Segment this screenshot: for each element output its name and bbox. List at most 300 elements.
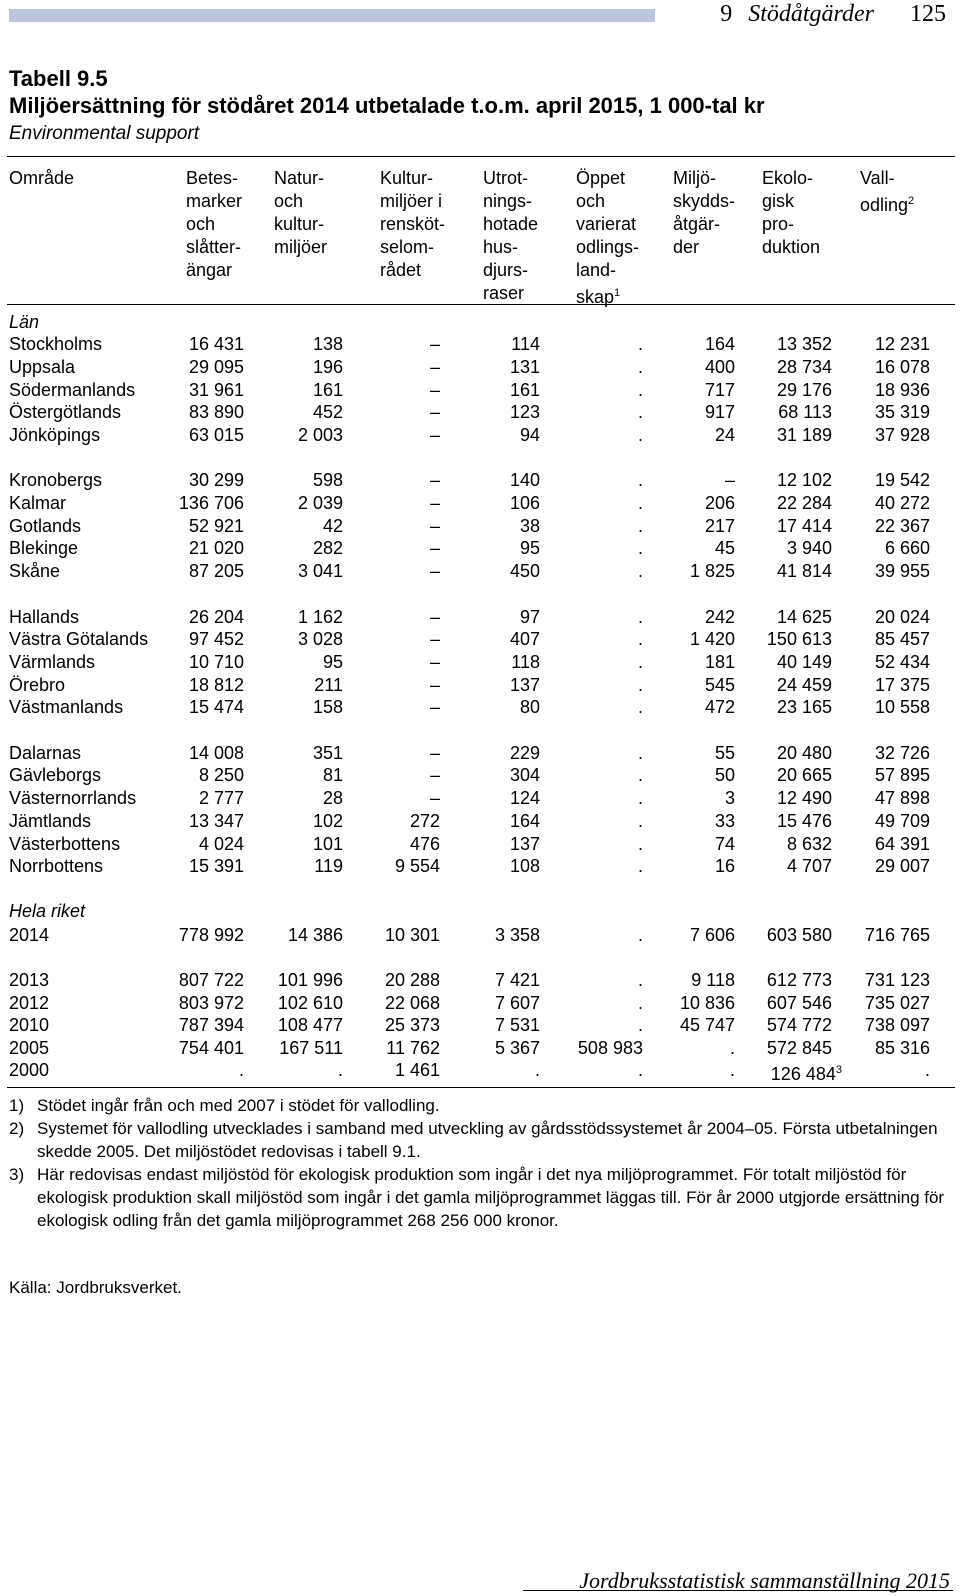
table-cell: 97	[519, 607, 540, 627]
row-label: Värmlands	[9, 652, 96, 672]
footnote-marker: 2	[908, 195, 915, 207]
table-cell: 47 898	[874, 788, 930, 808]
column-header-line: gisk	[762, 191, 795, 211]
table-cell: –	[429, 788, 440, 808]
table-cell: 10 836	[679, 993, 735, 1013]
column-header-line: Ekolo-	[762, 168, 814, 188]
table-cell: 15 474	[188, 697, 244, 717]
table-cell: –	[429, 402, 440, 422]
table-cell: –	[429, 561, 440, 581]
table-cell: .	[637, 516, 643, 536]
table-cell: 137	[509, 834, 540, 854]
table-cell: 716 765	[864, 925, 930, 945]
table-cell: 400	[704, 357, 735, 377]
footnote-marker: 3	[835, 1064, 842, 1076]
table-cell: –	[429, 493, 440, 513]
table-cell: 22 068	[384, 993, 440, 1013]
table-cell: 29 176	[776, 380, 832, 400]
table-cell: .	[637, 925, 643, 945]
table-cell: .	[637, 788, 643, 808]
table-cell: 450	[509, 561, 540, 581]
table-cell: .	[637, 607, 643, 627]
footnote-number: 2)	[9, 1119, 25, 1138]
footer-publication-title: Jordbruksstatistisk sammanställning 2015	[579, 1568, 950, 1593]
column-header-line: rådet	[380, 260, 422, 280]
table-cell: .	[637, 856, 643, 876]
table-cell: –	[429, 538, 440, 558]
row-label: Kronobergs	[9, 470, 103, 490]
table-cell: 7 531	[494, 1015, 540, 1035]
column-header-2	[274, 167, 327, 259]
column-header-line: miljöer i	[380, 191, 443, 211]
column-header-line: miljöer	[274, 237, 328, 257]
column-header-6	[673, 167, 735, 259]
chapter-title: Stödåtgärder	[748, 1, 874, 27]
table-row	[0, 787, 960, 810]
table-cell: .	[637, 765, 643, 785]
table-cell: 12 490	[776, 788, 832, 808]
table-cell: 150 613	[766, 629, 832, 649]
column-header-line: der	[673, 237, 700, 257]
column-header-line: duktion	[762, 237, 821, 257]
column-header-line: Vall-	[860, 168, 895, 188]
row-label: Gotlands	[9, 516, 82, 536]
table-cell: 167 511	[279, 1038, 343, 1058]
table-cell: 3 940	[786, 538, 832, 558]
table-cell: 211	[314, 675, 343, 695]
table-row	[0, 606, 960, 629]
column-header-line: nings-	[483, 191, 533, 211]
table-cell: 20 288	[384, 970, 440, 990]
row-label: Västra Götalands	[9, 629, 149, 649]
table-row	[0, 379, 960, 402]
table-cell: 15 476	[776, 811, 832, 831]
table-cell: 508 983	[577, 1038, 643, 1058]
table-cell: 26 204	[188, 607, 244, 627]
table-cell: 3	[724, 788, 735, 808]
table-cell: 13 347	[188, 811, 244, 831]
table-cell: 206	[704, 493, 735, 513]
table-cell: –	[724, 470, 735, 490]
table-cell: 18 812	[188, 675, 244, 695]
page-number: 125	[910, 1, 946, 27]
table-cell: –	[429, 629, 440, 649]
table-cell: 85 316	[874, 1038, 930, 1058]
table-cell: 108	[509, 856, 540, 876]
table-cell: 5 367	[494, 1038, 540, 1058]
column-header-line: åtgär-	[673, 214, 721, 234]
row-label: 2000	[9, 1060, 50, 1080]
table-cell: 3 028	[297, 629, 343, 649]
table-cell: 85 457	[874, 629, 930, 649]
table-cell: 164	[704, 334, 735, 354]
table-cell: 29 007	[874, 856, 930, 876]
table-cell: 738 097	[864, 1015, 930, 1035]
table-row	[0, 992, 960, 1015]
table-cell: 158	[312, 697, 343, 717]
table-cell: 19 542	[874, 470, 930, 490]
table-cell: 22 367	[874, 516, 930, 536]
table-cell: 52 921	[188, 516, 244, 536]
table-cell: .	[637, 629, 643, 649]
table-row	[0, 1037, 960, 1060]
table-cell: –	[429, 516, 440, 536]
table-cell: 1 825	[689, 561, 735, 581]
table-cell: –	[429, 425, 440, 445]
table-cell: 12 102	[776, 470, 832, 490]
column-header-line: rensköt-	[380, 214, 446, 234]
table-cell: .	[534, 1060, 540, 1080]
table-cell: 23 165	[776, 697, 832, 717]
table-cell: 735 027	[864, 993, 930, 1013]
column-header-0	[9, 167, 74, 190]
column-header-3	[380, 167, 445, 282]
table-cell: 917	[704, 402, 735, 422]
column-header-line: djurs-	[483, 260, 529, 280]
table-cell: 20 024	[874, 607, 930, 627]
table-cell: .	[729, 1060, 735, 1080]
table-cell: 472	[704, 697, 735, 717]
column-header-line: hus-	[483, 237, 519, 257]
table-cell: 16 078	[874, 357, 930, 377]
table-cell: 68 113	[778, 402, 832, 422]
table-cell: 102 610	[277, 993, 343, 1013]
table-cell: 20 665	[776, 765, 832, 785]
table-cell: 95	[519, 538, 540, 558]
table-cell: 2 777	[198, 788, 244, 808]
table-row	[0, 333, 960, 356]
table-cell: 45 747	[679, 1015, 735, 1035]
column-header-line: raser	[483, 283, 525, 303]
table-cell: 803 972	[178, 993, 244, 1013]
table-row	[0, 356, 960, 379]
row-label: Stockholms	[9, 334, 103, 354]
table-cell: 2 003	[297, 425, 343, 445]
table-cell: 39 955	[874, 561, 930, 581]
chapter-number: 9	[720, 1, 733, 27]
footer-rule	[523, 1590, 953, 1591]
section-label-lan: Län	[9, 312, 40, 332]
table-cell: 52 434	[874, 652, 930, 672]
table-cell: 7 421	[494, 970, 540, 990]
table-cell: –	[429, 357, 440, 377]
column-header-line: Område	[9, 168, 75, 188]
table-cell: 196	[312, 357, 343, 377]
column-header-line: och	[274, 191, 304, 211]
column-header-4	[483, 167, 538, 305]
row-label: 2013	[9, 970, 50, 990]
column-header-text: odling	[860, 195, 909, 215]
column-header-line	[860, 190, 914, 217]
table-cell: 9 118	[691, 970, 735, 990]
table-cell: 45	[714, 538, 735, 558]
column-header-line: kultur-	[274, 214, 325, 234]
table-row	[0, 742, 960, 765]
row-label: Norrbottens	[9, 856, 104, 876]
row-label: Kalmar	[9, 493, 67, 513]
table-cell: 10 301	[384, 925, 440, 945]
table-cell: 16 431	[188, 334, 244, 354]
column-header-line: ängar	[186, 260, 233, 280]
table-cell: .	[637, 811, 643, 831]
table-cell: 4 707	[786, 856, 832, 876]
table-cell: 12 231	[874, 334, 930, 354]
table-row	[0, 492, 960, 515]
table-cell: –	[429, 470, 440, 490]
column-header-line: Miljö-	[673, 168, 716, 188]
table-row	[0, 469, 960, 492]
table-cell: –	[429, 334, 440, 354]
table-cell: 272	[409, 811, 440, 831]
table-cell: .	[637, 470, 643, 490]
column-header-line: Kultur-	[380, 168, 434, 188]
table-cell: .	[637, 380, 643, 400]
table-cell: –	[429, 652, 440, 672]
table-cell: .	[729, 1038, 735, 1058]
table-cell: 37 928	[874, 425, 930, 445]
table-cell: 94	[519, 425, 540, 445]
table-cell: 123	[509, 402, 540, 422]
table-cell: 17 375	[874, 675, 930, 695]
column-header-1	[186, 167, 242, 282]
row-label: 2014	[9, 925, 50, 945]
table-cell: 8 250	[198, 765, 244, 785]
table-cell: .	[637, 425, 643, 445]
table-row	[0, 651, 960, 674]
table-cell: 11 762	[386, 1038, 440, 1058]
table-row	[0, 537, 960, 560]
table-cell: 30 299	[188, 470, 244, 490]
table-cell: 136 706	[178, 493, 244, 513]
table-cell: 41 814	[776, 561, 832, 581]
footnote-marker: 1	[614, 287, 621, 299]
column-header-line: land-	[576, 260, 617, 280]
column-header-line: pro-	[762, 214, 795, 234]
table-row	[0, 628, 960, 651]
table-cell: 242	[704, 607, 735, 627]
table-cell: .	[337, 1060, 343, 1080]
table-cell: 3 358	[494, 925, 540, 945]
table-cell: 57 895	[874, 765, 930, 785]
footnote-number: 1)	[9, 1096, 25, 1115]
table-cell: 114	[511, 334, 540, 354]
table-row	[0, 1059, 960, 1082]
cell-value: 126 484	[770, 1064, 836, 1084]
table-cell: 545	[704, 675, 735, 695]
row-label: Västerbottens	[9, 834, 121, 854]
table-cell: 3 041	[297, 561, 343, 581]
column-header-line: skydds-	[673, 191, 736, 211]
column-header-text: skap	[576, 287, 615, 307]
table-cell: 14 386	[287, 925, 343, 945]
table-cell: 124	[509, 788, 540, 808]
table-cell: 16	[714, 856, 735, 876]
table-title: Miljöersättning för stödåret 2014 utbetalade t.o.m. april 2015, 1 000-tal kr	[9, 93, 765, 118]
table-cell: 161	[312, 380, 343, 400]
table-cell: .	[637, 334, 643, 354]
table-cell: 80	[519, 697, 540, 717]
row-label: Västmanlands	[9, 697, 124, 717]
table-cell: .	[637, 743, 643, 763]
table-cell: 603 580	[766, 925, 832, 945]
column-header-7	[762, 167, 820, 259]
table-cell: 807 722	[178, 970, 244, 990]
column-header-line: marker	[186, 191, 243, 211]
footnote-number: 3)	[9, 1165, 25, 1184]
table-cell: 102	[312, 811, 343, 831]
row-label: Blekinge	[9, 538, 79, 558]
table-cell: 282	[312, 538, 343, 558]
table-row	[0, 764, 960, 787]
row-label: Dalarnas	[9, 743, 82, 763]
row-label: Jönköpings	[9, 425, 101, 445]
table-cell: 164	[509, 811, 540, 831]
table-cell: 63 015	[188, 425, 244, 445]
table-cell: .	[637, 652, 643, 672]
table-cell: .	[637, 357, 643, 377]
table-cell: 574 772	[766, 1015, 832, 1035]
table-cell: 32 726	[874, 743, 930, 763]
header-bar	[9, 9, 655, 22]
table-cell: 7 607	[494, 993, 540, 1013]
table-cell: 9 554	[394, 856, 440, 876]
table-cell: 29 095	[188, 357, 244, 377]
table-cell: –	[429, 380, 440, 400]
table-cell: 64 391	[874, 834, 930, 854]
table-cell: 598	[312, 470, 343, 490]
table-cell: 106	[509, 493, 540, 513]
table-cell: 40 149	[776, 652, 832, 672]
table-cell: 74	[714, 834, 735, 854]
table-cell: 28	[322, 788, 343, 808]
table-cell: .	[637, 834, 643, 854]
table-cell: 87 205	[188, 561, 244, 581]
table-cell: 754 401	[178, 1038, 244, 1058]
table-row	[0, 855, 960, 878]
table-cell: 607 546	[766, 993, 832, 1013]
table-cell: 118	[511, 652, 540, 672]
table-cell: .	[637, 493, 643, 513]
table-cell: 476	[409, 834, 440, 854]
table-cell: 119	[314, 856, 343, 876]
row-label: Örebro	[9, 675, 66, 695]
row-label: Västernorrlands	[9, 788, 137, 808]
column-header-line: Utrot-	[483, 168, 528, 188]
table-row	[0, 560, 960, 583]
table-number: Tabell 9.5	[9, 66, 108, 91]
section-label-hela-riket: Hela riket	[9, 901, 86, 921]
table-cell: .	[637, 675, 643, 695]
table-cell: 101	[312, 834, 343, 854]
table-cell	[771, 1059, 842, 1086]
table-cell: .	[637, 538, 643, 558]
table-cell: .	[924, 1060, 930, 1080]
table-cell: 95	[322, 652, 343, 672]
table-cell: 229	[509, 743, 540, 763]
table-row	[0, 969, 960, 992]
row-label: Gävleborgs	[9, 765, 102, 785]
table-top-rule	[7, 156, 955, 157]
column-header-line: Öppet	[576, 168, 626, 188]
table-cell: 1 162	[297, 607, 343, 627]
row-label: Skåne	[9, 561, 61, 581]
table-cell: –	[429, 675, 440, 695]
column-header-line: hotade	[483, 214, 539, 234]
table-cell: 83 890	[188, 402, 244, 422]
row-label: Uppsala	[9, 357, 76, 377]
table-cell: 18 936	[874, 380, 930, 400]
column-header-line: slåtter-	[186, 237, 242, 257]
table-cell: 24 459	[776, 675, 832, 695]
column-header-5	[576, 167, 639, 309]
table-cell: 81	[322, 765, 343, 785]
table-cell: 612 773	[766, 970, 832, 990]
table-cell: 778 992	[178, 925, 244, 945]
row-label: 2012	[9, 993, 50, 1013]
table-subtitle: Environmental support	[9, 123, 200, 144]
table-cell: 181	[704, 652, 735, 672]
table-cell: 787 394	[178, 1015, 244, 1035]
row-label: 2010	[9, 1015, 50, 1035]
table-cell: .	[637, 993, 643, 1013]
table-cell: 351	[312, 743, 343, 763]
column-header-line: Natur-	[274, 168, 325, 188]
table-cell: 24	[714, 425, 735, 445]
table-cell: .	[637, 970, 643, 990]
table-cell: 28 734	[776, 357, 832, 377]
source-note: Källa: Jordbruksverket.	[9, 1278, 182, 1297]
table-cell: 15 391	[188, 856, 244, 876]
table-cell: 14 625	[776, 607, 832, 627]
table-cell: 717	[704, 380, 735, 400]
table-cell: 10 558	[874, 697, 930, 717]
row-label: Jämtlands	[9, 811, 92, 831]
table-cell: 97 452	[188, 629, 244, 649]
table-cell: 49 709	[874, 811, 930, 831]
table-row	[0, 1014, 960, 1037]
column-header-8	[860, 167, 914, 217]
running-header	[720, 1, 946, 28]
table-cell: 33	[714, 811, 735, 831]
footnote-text: Stödet ingår från och med 2007 i stödet för vallodling.	[37, 1096, 440, 1115]
table-cell: 55	[714, 743, 735, 763]
table-cell: 25 373	[384, 1015, 440, 1035]
column-header-line: Betes-	[186, 168, 239, 188]
table-cell: 161	[509, 380, 540, 400]
table-cell: 6 660	[884, 538, 930, 558]
table-cell: 1 461	[394, 1060, 440, 1080]
table-cell: 21 020	[188, 538, 244, 558]
table-cell: .	[637, 697, 643, 717]
footnote-3	[9, 1163, 949, 1232]
table-cell: 35 319	[874, 402, 930, 422]
table-cell: 1 420	[689, 629, 735, 649]
column-header-line: odlings-	[576, 237, 640, 257]
row-label: Östergötlands	[9, 402, 122, 422]
table-cell: 31 961	[188, 380, 244, 400]
table-cell: –	[429, 607, 440, 627]
table-cell: 40 272	[874, 493, 930, 513]
table-cell: 452	[312, 402, 343, 422]
table-cell: 131	[509, 357, 540, 377]
table-cell: 140	[509, 470, 540, 490]
table-cell: 7 606	[689, 925, 735, 945]
table-row	[0, 833, 960, 856]
table-cell: 2 039	[297, 493, 343, 513]
row-label: Hallands	[9, 607, 80, 627]
table-cell: 137	[509, 675, 540, 695]
table-cell: –	[429, 697, 440, 717]
